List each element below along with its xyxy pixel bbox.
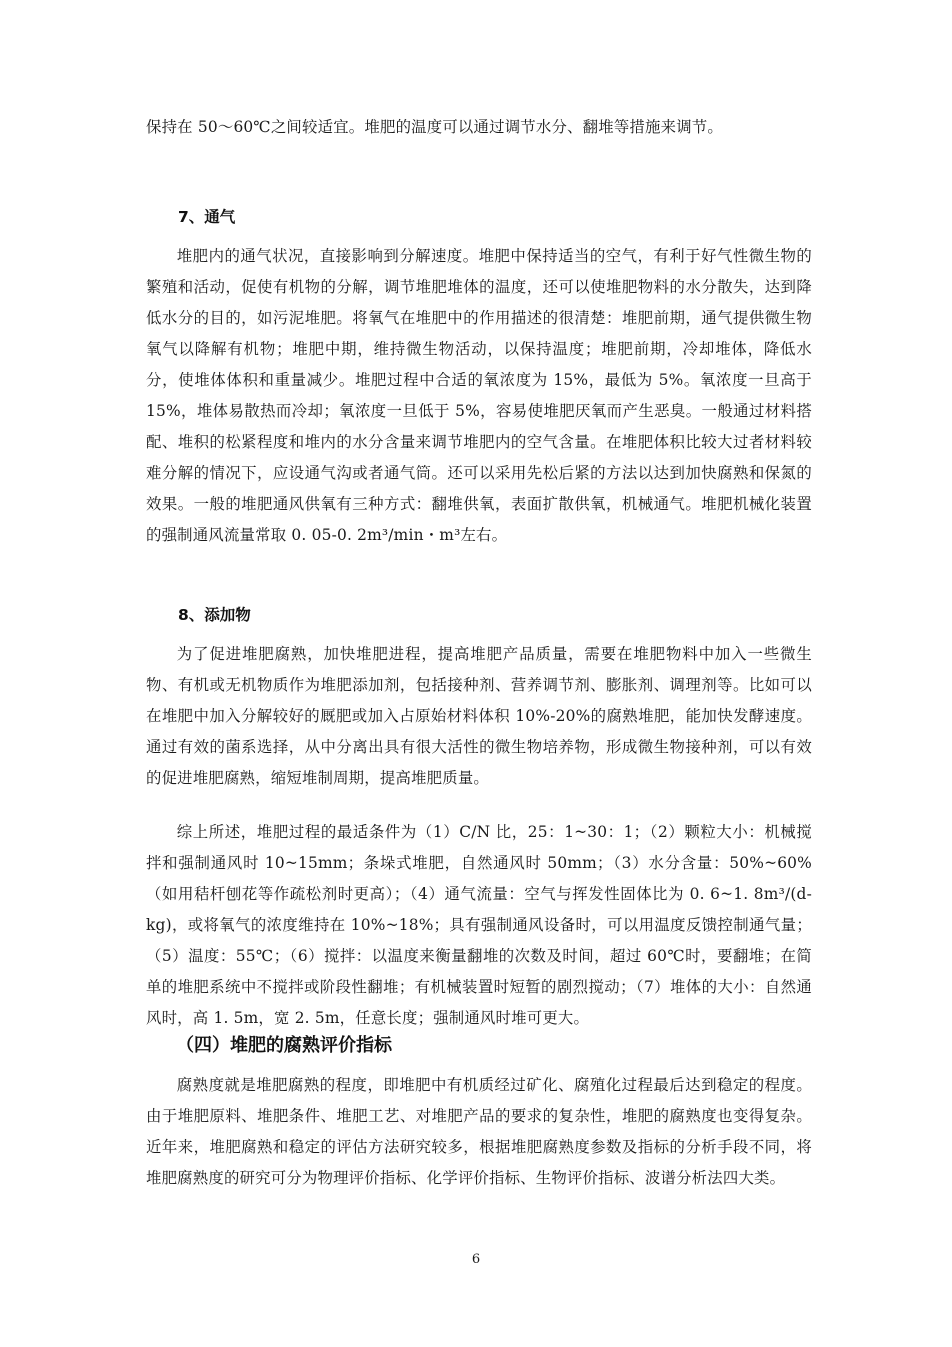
section-4-body: 腐熟度就是堆肥腐熟的程度，即堆肥中有机质经过矿化、腐殖化过程最后达到稳定的程度。由于堆肥原料、堆肥条件、堆肥工艺、对堆肥产品的要求的复杂性，堆肥的腐熟度也变得复杂。近年来，堆肥腐熟和稳定的评估方法研究较多，根据堆肥腐熟度参数及指标的分析手段不同，将堆肥腐熟度的研究可分为物理评价指标、化学评价指标、生物评价指标、波谱分析法四大类。 bbox=[146, 1076, 812, 1187]
page-number: 6 bbox=[471, 1252, 481, 1267]
summary-paragraph: 综上所述，堆肥过程的最适条件为（1）C/N 比，25：1~30：1；（2）颗粒大小：机械搅拌和强制通风时 10~15mm；条垛式堆肥，自然通风时 50mm；（3）水分含量：50%~60%（如用秸杆刨花等作疏松剂时更高）；（4）通气流量：空气与挥发性固体比为 0. 6~1. 8m³/(d-kg)，或将氧气的浓度维持在 10%~18%；具有强制通风设备时，可以用温度反馈控制通气量；（5）温度：55℃；（6）搅拌：以温度来衡量翻堆的次数及时间，超过 60℃时，要翻堆；在简单的堆肥系统中不搅拌或阶段性翻堆；有机械装置时短暂的剧烈搅动；（7）堆体的大小：自然通风时，高 1. 5m，宽 2. 5m，任意长度；强制通风时堆可更大。 bbox=[146, 823, 812, 1027]
section-7-body: 堆肥内的通气状况，直接影响到分解速度。堆肥中保持适当的空气，有利于好气性微生物的繁殖和活动，促使有机物的分解，调节堆肥堆体的温度，还可以使堆肥物料的水分散失，达到降低水分的目的，如污泥堆肥。将氧气在堆肥中的作用描述的很清楚：堆肥前期，通气提供微生物氧气以降解有机物；堆肥中期，维持微生物活动，以保持温度；堆肥前期，冷却堆体，降低水分，使堆体体积和重量减少。堆肥过程中合适的氧浓度为 15%，最低为 5%。氧浓度一旦高于 15%，堆体易散热而冷却；氧浓度一旦低于 5%，容易使堆肥厌氧而产生恶臭。一般通过材料搭配、堆积的松紧程度和堆内的水分含量来调节堆肥内的空气含量。在堆肥体积比较大过者材料较难分解的情况下，应设通气沟或者通气筒。还可以采用先松后紧的方法以达到加快腐熟和保氮的效果。一般的堆肥通风供氧有三种方式：翻堆供氧，表面扩散供氧，机械通气。堆肥机械化装置的强制通风流量常取 0. 05-0. 2m³/min・m³左右。 bbox=[146, 247, 812, 544]
section-4-heading: （四）堆肥的腐熟评价指标 bbox=[176, 1035, 392, 1056]
section-7-heading: 7、通气 bbox=[178, 208, 236, 226]
section-8-heading: 8、添加物 bbox=[178, 606, 251, 624]
intro-paragraph: 保持在 50～60℃之间较适宜。堆肥的温度可以通过调节水分、翻堆等措施来调节。 bbox=[146, 118, 723, 136]
section-8-body: 为了促进堆肥腐熟，加快堆肥进程，提高堆肥产品质量，需要在堆肥物料中加入一些微生物、有机或无机物质作为堆肥添加剂，包括接种剂、营养调节剂、膨胀剂、调理剂等。比如可以在堆肥中加入分解较好的厩肥或加入占原始材料体积 10%-20%的腐熟堆肥，能加快发酵速度。通过有效的菌系选择，从中分离出具有很大活性的微生物培养物，形成微生物接种剂，可以有效的促进堆肥腐熟，缩短堆制周期，提高堆肥质量。 bbox=[146, 645, 812, 787]
